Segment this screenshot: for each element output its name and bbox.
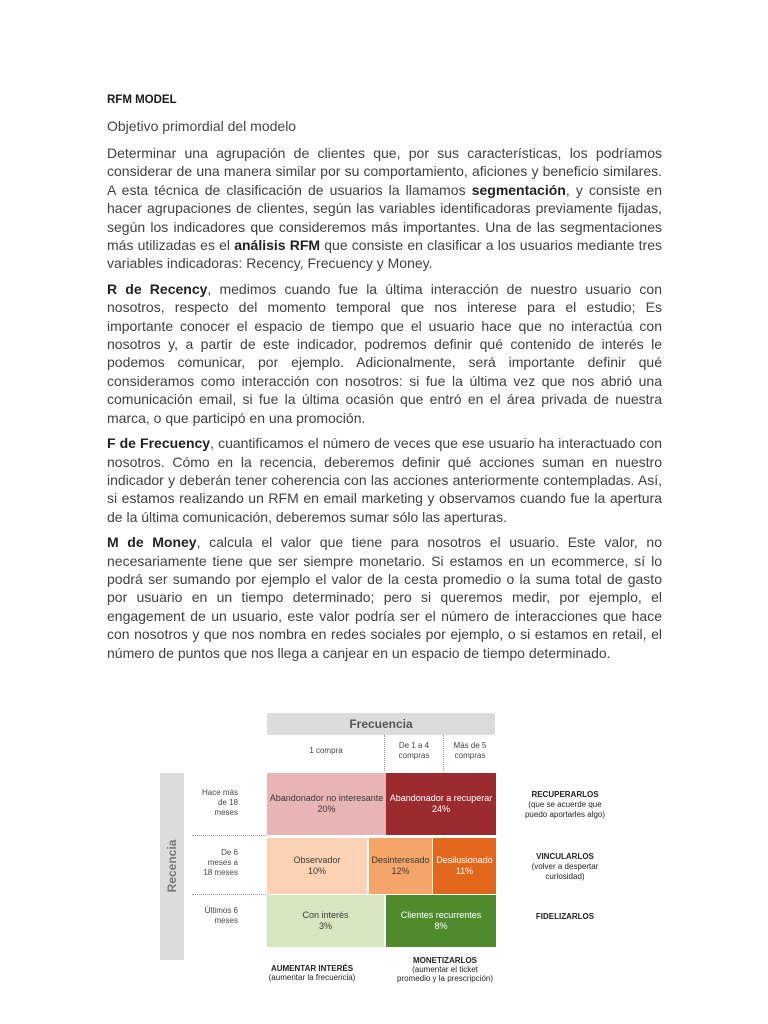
cell-abandonador-no-interesante: [267, 773, 386, 835]
row-divider: [192, 894, 266, 895]
recencia-label: Recencia: [165, 839, 179, 893]
label-aumentar-interes: [252, 964, 372, 982]
cell-label: Con interés: [302, 910, 349, 920]
label-subtitle: (aumentar el ticket promedio y la prescripción): [396, 965, 494, 983]
label-title: FIDELIZARLOS: [535, 912, 595, 921]
label-recuperarlos: [510, 790, 620, 820]
text-run: , medimos cuando fue la última interacción de nuestro usuario con nosotros, respecto del momento temporal que nos interese para el estudio; Es importante conocer el espacio de tiempo que el usuario hace que no interactúa con nosotros y, a partir de este indicador, podremos definir qué contenido de interés le podemos comunicar, por ejemplo. Adicionalmente, será importante definir qué consideramos como interacción con nosotros: si fue la última vez que nos abrió una comunicación email, si fue la última ocasión que entró en el área privada de nuestra marca, o que participó en una promoción.: [107, 280, 662, 426]
label-title: VINCULARLOS: [536, 852, 594, 861]
col-header-1-4-compras: De 1 a 4 compras: [398, 741, 430, 760]
col-header-1-compra: 1 compra: [309, 746, 343, 755]
row-divider: [192, 835, 266, 836]
bold-term: análisis RFM: [234, 237, 321, 254]
label-title: AUMENTAR INTERÉS: [270, 964, 354, 973]
label-title: MONETIZARLOS: [413, 956, 477, 965]
label-fidelizarlos: [510, 912, 620, 922]
cell-label: Desilusionado: [436, 855, 493, 865]
cell-label: Abandonador a recuperar: [389, 793, 493, 803]
paragraph-recency: [107, 280, 662, 427]
rfm-matrix-figure: [160, 713, 620, 993]
bold-term: R de Recency: [107, 280, 208, 297]
document-page: [107, 94, 662, 669]
bold-term: segmentación: [471, 181, 566, 198]
bold-term: F de Frecuency: [107, 435, 211, 452]
label-subtitle: (aumentar la frecuencia): [268, 973, 356, 982]
cell-desinteresado: [369, 838, 432, 894]
cell-abandonador-recuperar: [386, 773, 496, 835]
cell-observador: [267, 838, 367, 894]
label-monetizarlos: [385, 956, 505, 983]
paragraph-intro: [107, 144, 662, 273]
frecuencia-header: Frecuencia: [267, 713, 495, 735]
cell-percent: 11%: [455, 866, 474, 876]
recencia-sidebar: [160, 773, 184, 960]
cell-percent: 12%: [391, 866, 410, 876]
paragraph-frecuency: [107, 434, 662, 526]
text-run: Determinar una agrupación de clientes que, por sus características, los podríamos considerar de una manera similar por su comportamiento, aficiones y beneficio similares. A esta técnica de clasificación de usuarios la llamamos: [107, 145, 662, 198]
cell-clientes-recurrentes: [386, 895, 496, 947]
cell-label: Abandonador no interesante: [269, 793, 384, 803]
cell-percent: 24%: [431, 804, 450, 814]
row-header-ultimos-6-meses: Últimos 6 meses: [204, 906, 238, 925]
cell-percent: 8%: [434, 921, 448, 931]
col-header-mas-5-compras: Más de 5 compras: [453, 741, 487, 760]
cell-percent: 20%: [317, 804, 336, 814]
text-run: , calcula el valor que tiene para nosotros el usuario. Este valor, no necesariamente tiene que ser siempre monetario. Si estamos en un ecommerce, sí lo podrá ser sumando por ejemplo el valor de la cesta promedio o la suma total de gasto por usuario en un tiempo determinado; pero si queremos medir, por ejemplo, el engagement de un usuario, este valor podría ser el número de interacciones que hace con nosotros y que nos nombra en redes sociales por ejemplo, o si estamos en retail, el número de puntos que nos llega a canjear en un espacio de tiempo determinado.: [107, 534, 662, 661]
document-title: RFM MODEL: [107, 94, 177, 106]
text-run: , y consiste en hacer agrupaciones de clientes, según las variables identificadoras previamente fijadas, según los indicadores que consideremos más importantes. Una de las segmentaciones más utilizadas es el: [107, 181, 662, 254]
row-header-6-18-meses: De 6 meses a 18 meses: [203, 848, 238, 877]
label-title: RECUPERARLOS: [531, 790, 599, 799]
cell-desilusionado: [433, 838, 496, 894]
label-subtitle: (que se acuerde que puedo aportarles algo): [524, 800, 606, 819]
text-run: que consiste en clasificar a los usuarios mediante tres variables indicadoras: Recency, Frecuency y Money.: [107, 237, 662, 272]
cell-label: Clientes recurrentes: [400, 910, 482, 920]
cell-percent: 10%: [307, 866, 326, 876]
cell-label: Observador: [293, 855, 341, 865]
label-vincularlos: [510, 852, 620, 882]
label-subtitle: (volver a despertar curiosidad): [531, 862, 599, 881]
cell-percent: 3%: [318, 921, 332, 931]
text-run: , cuantificamos el número de veces que ese usuario ha interactuado con nosotros. Cómo en la recencia, deberemos definir qué acciones suman en nuestro indicador y deberán tener coherencia con las acciones anteriormente contempladas. Así, si estamos realizando un RFM en email marketing y observamos cuando fue la apertura de la última comunicación, deberemos sumar sólo las aperturas.: [107, 435, 663, 525]
cell-label: Desinteresado: [371, 855, 430, 865]
col-divider: [384, 735, 385, 771]
col-divider: [443, 735, 444, 771]
paragraph-money: [107, 533, 662, 662]
bold-term: M de Money: [107, 534, 197, 551]
row-header-mas-18-meses: Hace más de 18 meses: [201, 788, 238, 817]
section-subtitle: Objetivo primordial del modelo: [107, 118, 297, 134]
cell-con-interes: [267, 895, 384, 947]
